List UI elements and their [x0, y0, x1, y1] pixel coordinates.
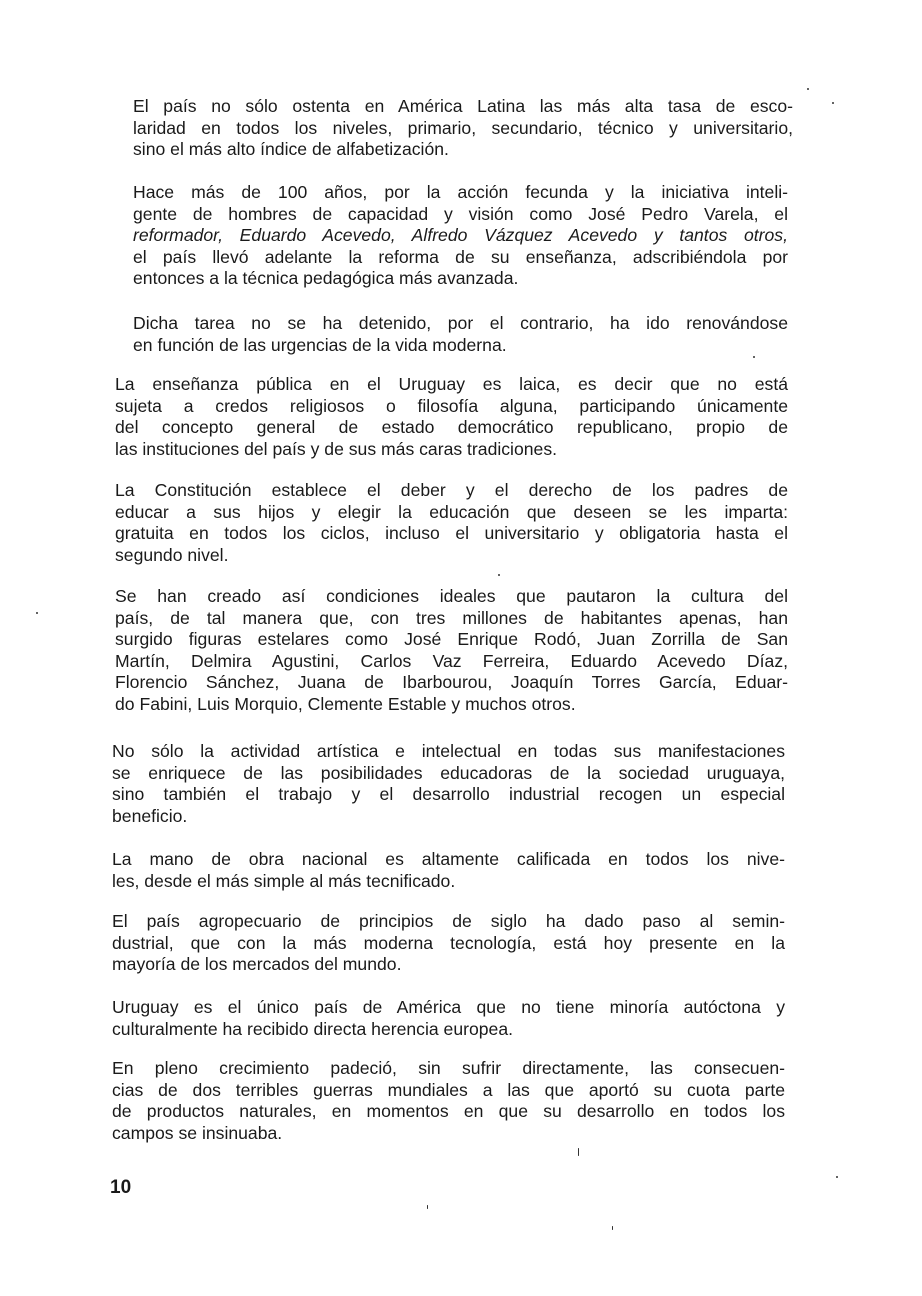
paragraph-line: gratuita en todos los ciclos, incluso el universitario y obligatoria hasta el: [115, 523, 788, 543]
paragraph-line: segundo nivel.: [115, 544, 229, 565]
paragraph-line: dustrial, que con la más moderna tecnología, está hoy presente en la: [112, 932, 785, 953]
paragraph-workforce: [112, 849, 785, 892]
paragraph-line: El país agropecuario de principios de siglo ha dado paso al semin-: [112, 911, 785, 931]
paragraph-line: La Constitución establece el deber y el derecho de los padres de: [115, 480, 788, 500]
scan-speck: [832, 102, 834, 104]
paragraph-line: las instituciones del país y de sus más caras tradiciones.: [115, 438, 558, 459]
paragraph-line: cias de dos terribles guerras mundiales a las que aportó su cuota parte: [112, 1079, 785, 1100]
paragraph-constitution: [115, 480, 788, 566]
paragraph-line: sino también el trabajo y el desarrollo industrial recogen un especial: [112, 784, 785, 804]
paragraph-line: del concepto general de estado democrático republicano, propio de: [115, 417, 788, 437]
paragraph-line: surgido figuras estelares como José Enrique Rodó, Juan Zorrilla de San: [115, 629, 788, 649]
paragraph-line: Dicha tarea no se ha detenido, por el contrario, ha ido renovándose: [133, 313, 788, 333]
paragraph-line: Uruguay es el único país de América que no tiene minoría autóctona y: [112, 997, 785, 1017]
paragraph-line: La mano de obra nacional es altamente calificada en todos los nive-: [112, 849, 785, 869]
paragraph-cultural-figures: [115, 586, 788, 715]
scan-speck: [498, 574, 500, 576]
paragraph-line: país, de tal manera que, con tres millones de habitantes apenas, han: [115, 607, 788, 628]
paragraph-world-wars: [112, 1058, 785, 1144]
paragraph-line: sino el más alto índice de alfabetización.: [133, 139, 449, 159]
paragraph-line: se enriquece de las posibilidades educadoras de la sociedad uruguaya,: [112, 762, 785, 783]
paragraph-line: en función de las urgencias de la vida moderna.: [133, 334, 507, 355]
paragraph-line: El país no sólo ostenta en América Latina las más alta tasa de esco-: [133, 96, 793, 116]
paragraph-artistic-activity: [112, 741, 785, 827]
paragraph-heritage: [112, 997, 785, 1040]
paragraph-line: campos se insinuaba.: [112, 1122, 283, 1143]
paragraph-line: reformador, Eduardo Acevedo, Alfredo Vázquez Acevedo y tantos otros,: [133, 225, 788, 245]
paragraph-renewal: [133, 313, 788, 356]
paragraph-line: de productos naturales, en momentos en que su desarrollo en todos los: [112, 1101, 785, 1121]
paragraph-line: beneficio.: [112, 805, 188, 826]
paragraph-line: La enseñanza pública en el Uruguay es laica, es decir que no está: [115, 374, 788, 394]
paragraph-line: el país llevó adelante la reforma de su enseñanza, adscribiéndola por: [133, 246, 788, 267]
scan-speck: [753, 356, 755, 358]
paragraph-line: En pleno crecimiento padeció, sin sufrir directamente, las consecuen-: [112, 1058, 785, 1078]
paragraph-line: laridad en todos los niveles, primario, secundario, técnico y universitario,: [133, 117, 793, 138]
paragraph-line: No sólo la actividad artística e intelectual en todas sus manifestaciones: [112, 741, 785, 761]
paragraph-secular-education: [115, 374, 788, 460]
paragraph-line: Hace más de 100 años, por la acción fecunda y la iniciativa inteli-: [133, 182, 788, 202]
scan-speck: [36, 612, 38, 614]
paragraph-agriculture: [112, 911, 785, 976]
paragraph-line: gente de hombres de capacidad y visión como José Pedro Varela, el: [133, 203, 788, 224]
scan-speck: [427, 1205, 428, 1209]
paragraph-line: educar a sus hijos y elegir la educación que deseen se les imparta:: [115, 501, 788, 522]
paragraph-literacy: [133, 96, 793, 161]
paragraph-reform-history: [133, 182, 788, 290]
paragraph-line: sujeta a credos religiosos o filosofía alguna, participando únicamente: [115, 395, 788, 416]
paragraph-line: entonces a la técnica pedagógica más avanzada.: [133, 268, 519, 288]
paragraph-line: Martín, Delmira Agustini, Carlos Vaz Ferreira, Eduardo Acevedo Díaz,: [115, 650, 788, 671]
scan-speck: [612, 1226, 613, 1230]
paragraph-line: culturalmente ha recibido directa herencia europea.: [112, 1018, 513, 1039]
scan-speck: [807, 88, 809, 90]
scan-speck: [578, 1148, 579, 1156]
paragraph-line: do Fabini, Luis Morquio, Clemente Estable y muchos otros.: [115, 693, 576, 714]
paragraph-line: mayoría de los mercados del mundo.: [112, 954, 402, 974]
paragraph-line: Se han creado así condiciones ideales que pautaron la cultura del: [115, 586, 788, 606]
page-number: 10: [110, 1177, 132, 1198]
scan-speck: [836, 1176, 838, 1178]
paragraph-line: les, desde el más simple al más tecnificado.: [112, 870, 456, 891]
paragraph-line: Florencio Sánchez, Juana de Ibarbourou, Joaquín Torres García, Eduar-: [115, 672, 788, 692]
